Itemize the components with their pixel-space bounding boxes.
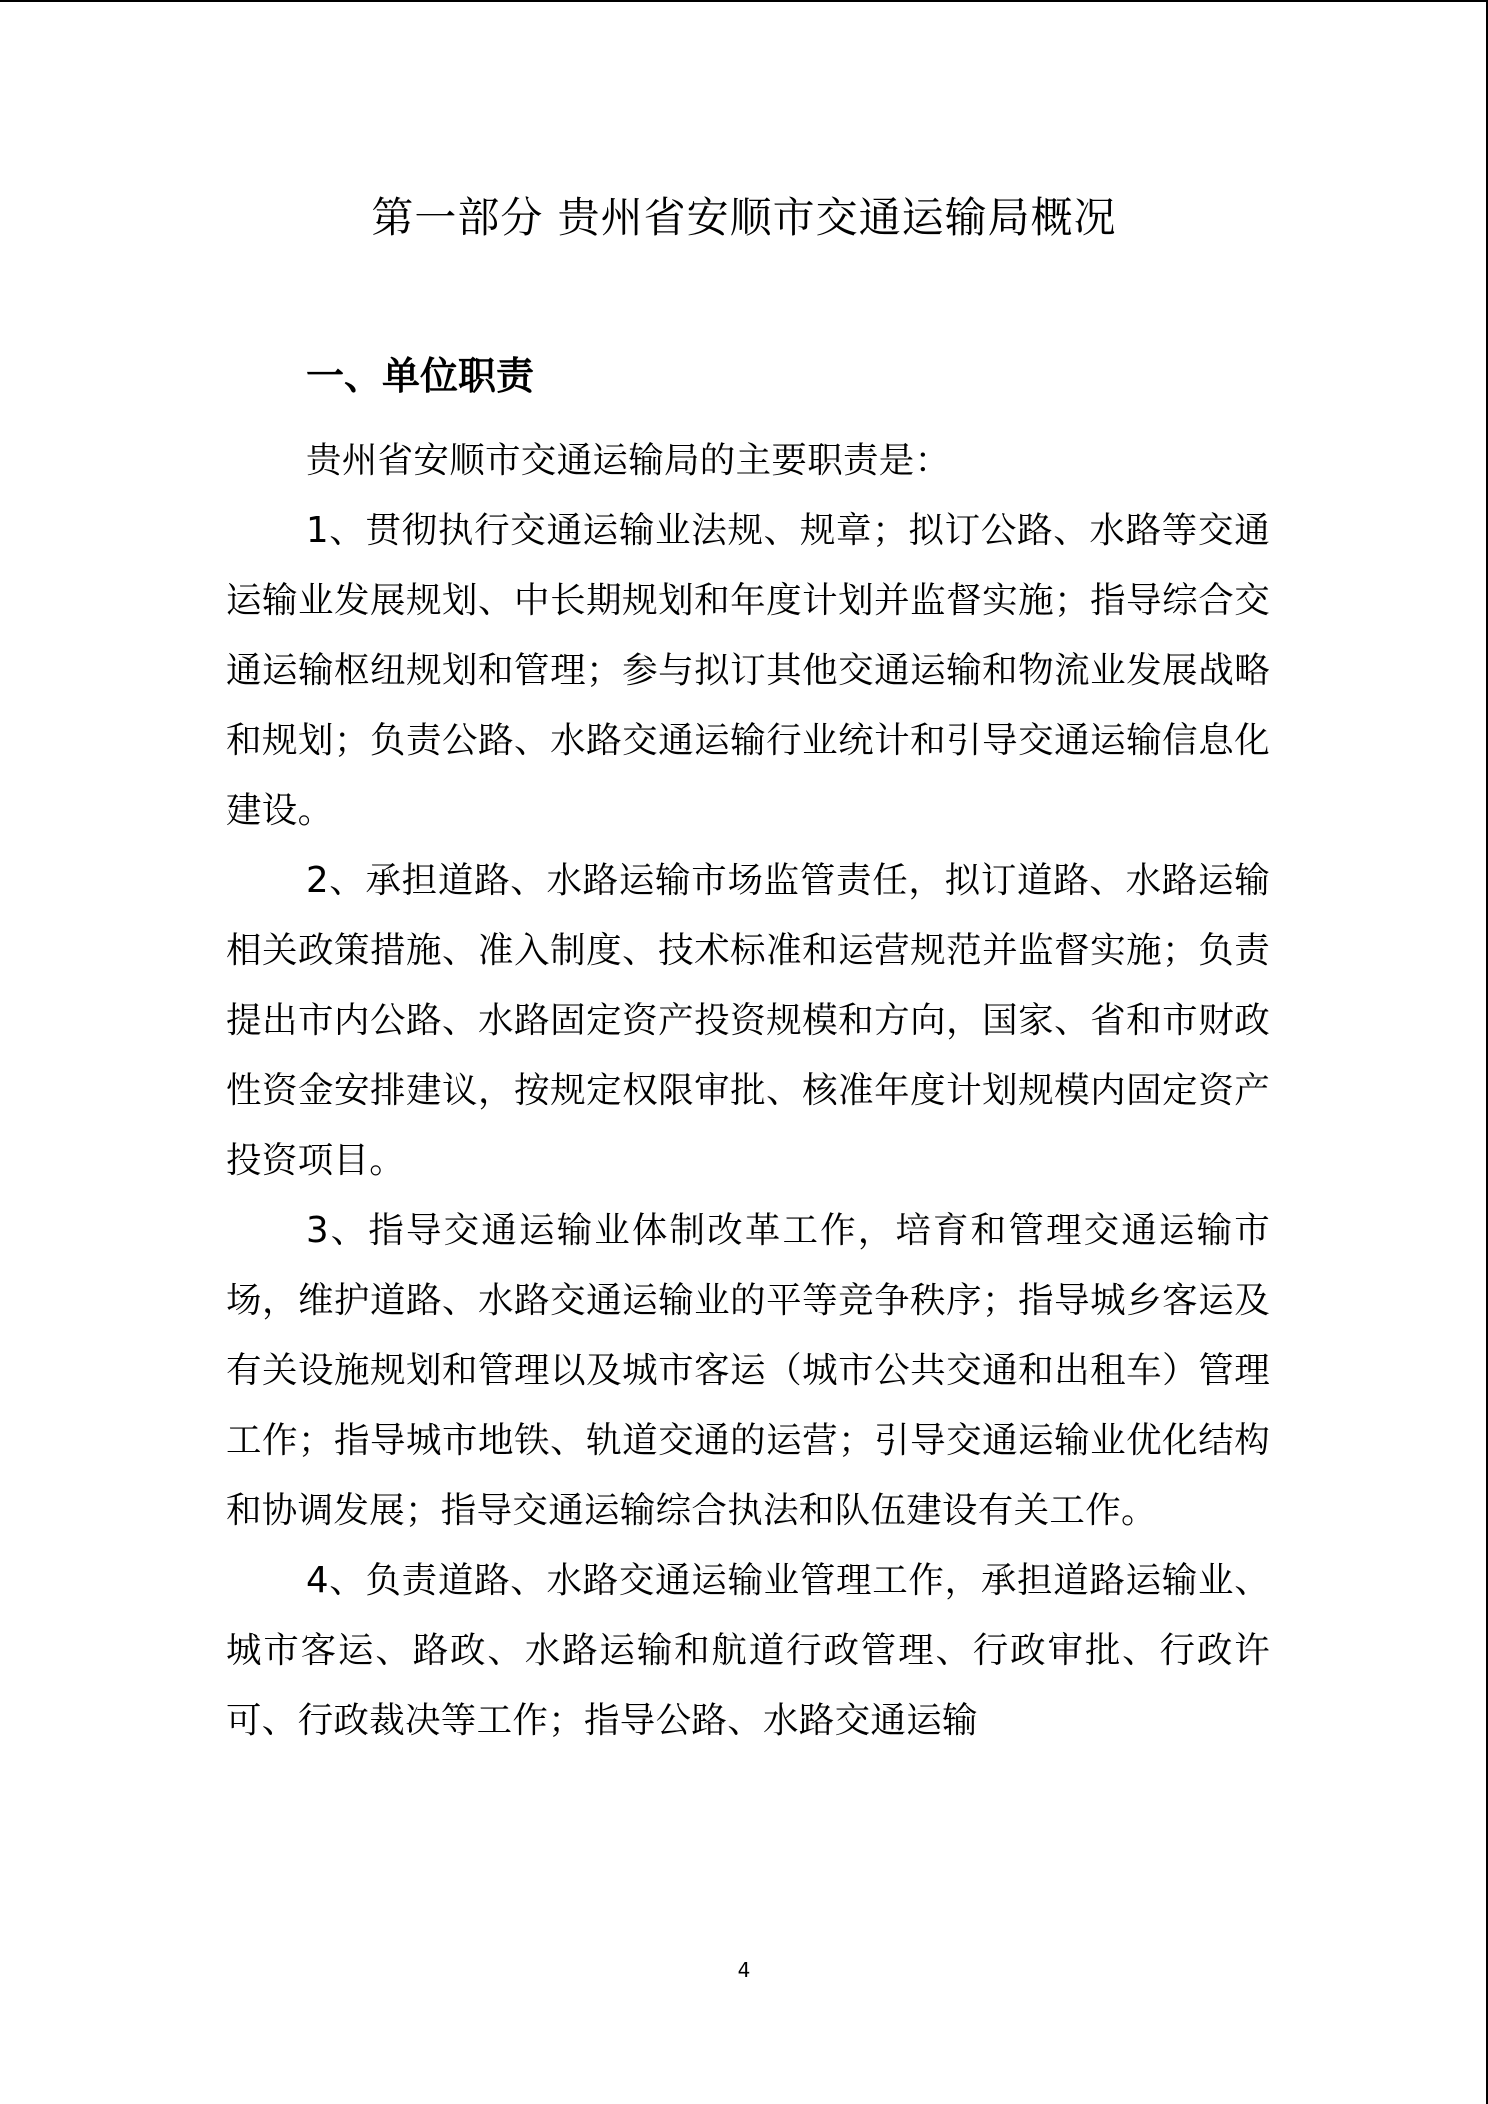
page-border-top <box>0 0 1488 2</box>
section-heading: 一、单位职责 <box>306 354 535 398</box>
document-body <box>226 426 1270 1756</box>
paragraph-intro: 贵州省安顺市交通运输局的主要职责是： <box>306 440 951 481</box>
page-title: 第一部分 贵州省安顺市交通运输局概况 <box>371 193 1117 242</box>
page-number: 4 <box>737 1958 751 1982</box>
paragraph-duty-2: 2、承担道路、水路运输市场监管责任，拟订道路、水路运输相关政策措施、准入制度、技术标准和运营规范并监督实施；负责提出市内公路、水路固定资产投资规模和方向，国家、省和市财政性资金安排建议，按规定权限审批、核准年度计划规模内固定资产投资项目。 <box>226 860 1270 1181</box>
paragraph-duty-4: 4、负责道路、水路交通运输业管理工作，承担道路运输业、城市客运、路政、水路运输和航道行政管理、行政审批、行政许可、行政裁决等工作；指导公路、水路交通运输 <box>226 1560 1270 1741</box>
paragraph-duty-1: 1、贯彻执行交通运输业法规、规章；拟订公路、水路等交通运输业发展规划、中长期规划和年度计划并监督实施；指导综合交通运输枢纽规划和管理；参与拟订其他交通运输和物流业发展战略和规划；负责公路、水路交通运输行业统计和引导交通运输信息化建设。 <box>226 510 1270 831</box>
paragraph-duty-3: 3、指导交通运输业体制改革工作，培育和管理交通运输市场，维护道路、水路交通运输业的平等竞争秩序；指导城乡客运及有关设施规划和管理以及城市客运（城市公共交通和出租车）管理工作；指导城市地铁、轨道交通的运营；引导交通运输业优化结构和协调发展；指导交通运输综合执法和队伍建设有关工作。 <box>226 1210 1270 1531</box>
